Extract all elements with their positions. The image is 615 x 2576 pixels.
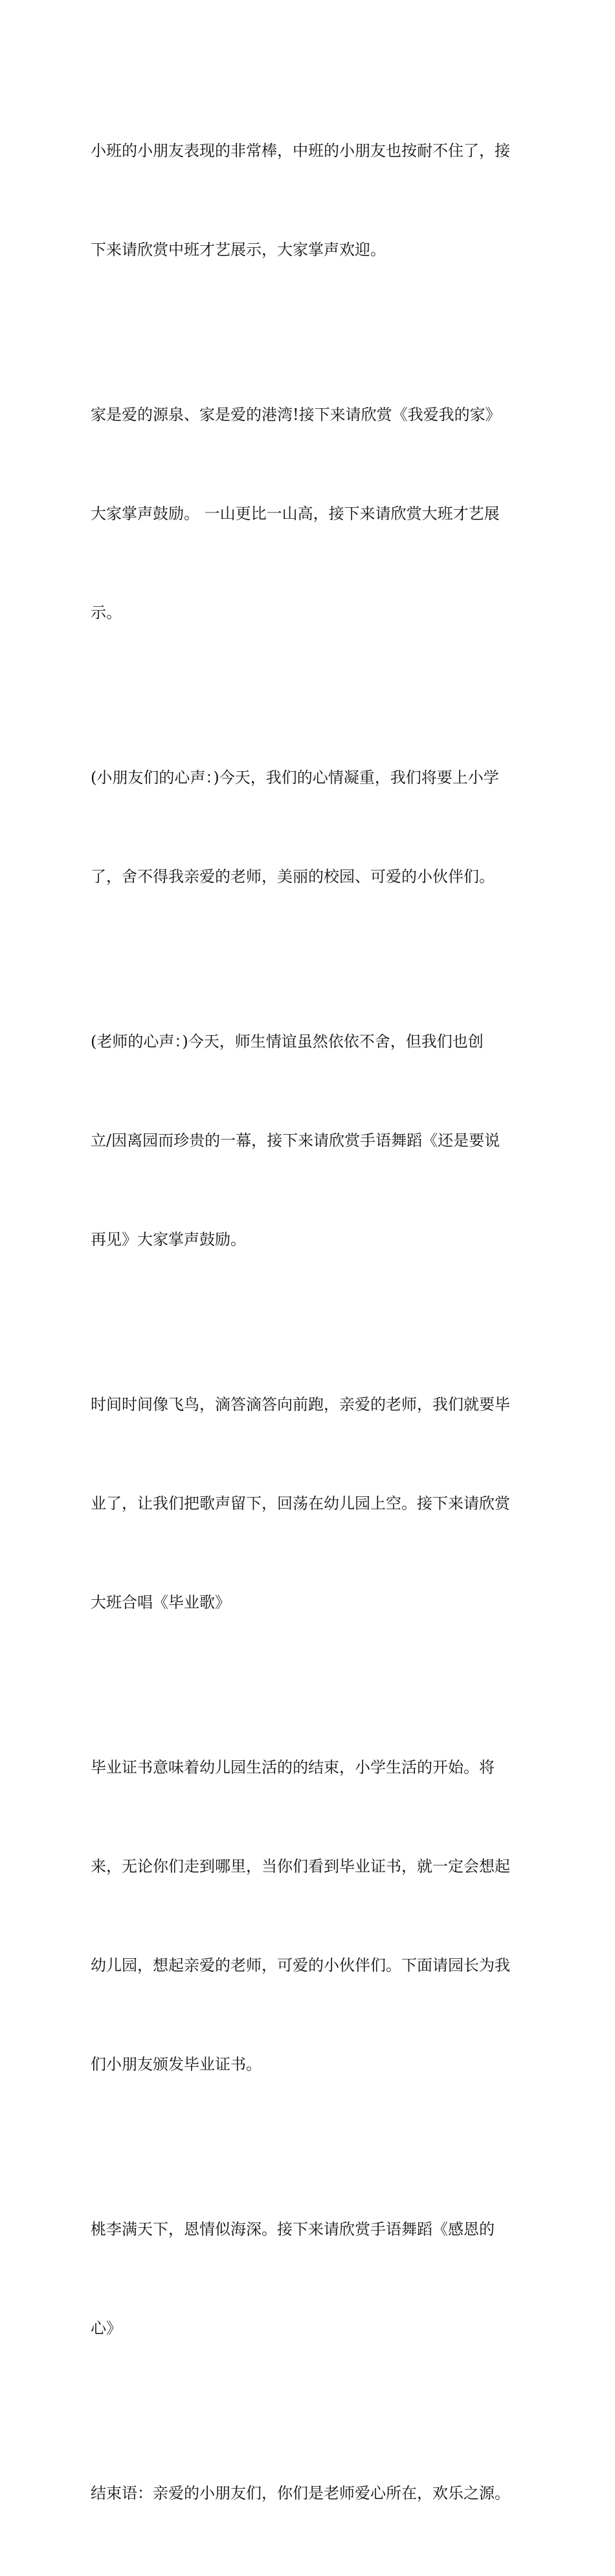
text-line: 大家掌声鼓励。 一山更比一山高，接下来请欣赏大班才艺展 xyxy=(91,505,500,523)
text-line: 家是爱的源泉、家是爱的港湾!接下来请欣赏《我爱我的家》 xyxy=(91,406,501,424)
text-line: 结束语：亲爱的小朋友们，你们是老师爱心所在，欢乐之源。 xyxy=(91,2484,510,2502)
text-line: 桃李满天下，恩情似海深。接下来请欣赏手语舞蹈《感恩的 xyxy=(91,2220,495,2238)
text-line: 示。 xyxy=(91,604,122,622)
paragraph-love-my-home xyxy=(91,333,528,695)
paragraph-graduation-song xyxy=(91,1322,528,1685)
text-line: 时间时间像飞鸟，滴答滴答向前跑，亲爱的老师，我们就要毕 xyxy=(91,1395,510,1414)
paragraph-graduation-certificate xyxy=(91,1685,528,2147)
paragraph-teacher-voice xyxy=(91,959,528,1322)
text-line: 毕业证书意味着幼儿园生活的的结束，小学生活的开始。将 xyxy=(91,1758,495,1776)
text-line: 来，无论你们走到哪里，当你们看到毕业证书，就一定会想起 xyxy=(91,1857,510,1875)
text-line: 小班的小朋友表现的非常棒，中班的小朋友也按耐不住了，接 xyxy=(91,142,510,160)
document-body xyxy=(91,69,528,2576)
text-line: 了，舍不得我亲爱的老师，美丽的校园、可爱的小伙伴们。 xyxy=(91,868,495,886)
text-line: (小朋友们的心声：)今天，我们的心情凝重，我们将要上小学 xyxy=(91,769,499,787)
paragraph-middle-class-intro xyxy=(91,69,528,333)
text-line: 们小朋友颁发毕业证书。 xyxy=(91,2055,262,2073)
text-line: 立/因离园而珍贵的一幕，接下来请欣赏手语舞蹈《还是要说 xyxy=(91,1131,500,1150)
text-line: (老师的心声：)今天，师生情谊虽然依依不舍，但我们也创 xyxy=(91,1032,484,1051)
text-line: 业了，让我们把歌声留下，回荡在幼儿园上空。接下来请欣赏 xyxy=(91,1494,510,1512)
text-line: 心》 xyxy=(91,2319,122,2337)
text-line: 大班合唱《毕业歌》 xyxy=(91,1593,230,1611)
text-line: 幼儿园，想起亲爱的老师，可爱的小伙伴们。下面请园长为我 xyxy=(91,1956,510,1974)
text-line: 下来请欣赏中班才艺展示，大家掌声欢迎。 xyxy=(91,241,386,259)
text-line: 再见》大家掌声鼓励。 xyxy=(91,1230,246,1249)
paragraph-children-voice xyxy=(91,695,528,959)
paragraph-closing-remarks xyxy=(91,2411,528,2576)
paragraph-grateful-heart xyxy=(91,2147,528,2411)
